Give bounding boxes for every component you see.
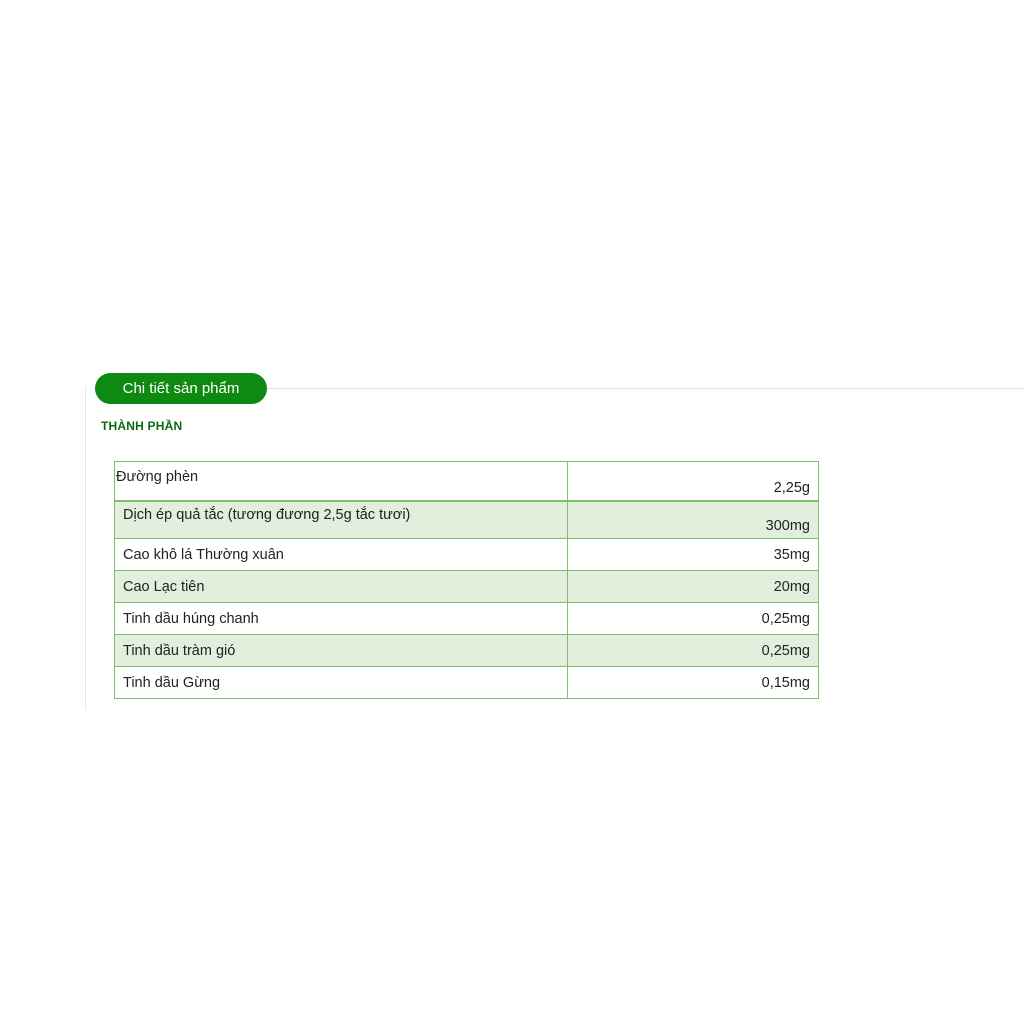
tab-product-details[interactable]: Chi tiết sản phẩm: [95, 373, 267, 404]
ingredient-name: Cao khô lá Thường xuân: [115, 539, 568, 571]
ingredient-amount: 20mg: [568, 571, 819, 603]
table-row: [115, 667, 819, 699]
ingredient-name: Tinh dầu húng chanh: [115, 603, 568, 635]
table-row: [115, 462, 819, 502]
ingredient-amount: 0,25mg: [568, 635, 819, 667]
ingredients-table: [114, 461, 819, 699]
ingredient-name: Cao Lạc tiên: [115, 571, 568, 603]
table-row: [115, 539, 819, 571]
ingredient-amount: 0,25mg: [568, 603, 819, 635]
ingredient-amount: 2,25g: [568, 462, 819, 502]
ingredient-name: Tinh dầu tràm gió: [115, 635, 568, 667]
table-row: [115, 635, 819, 667]
ingredient-name: Tinh dầu Gừng: [115, 667, 568, 699]
tab-header-divider: [266, 388, 1024, 389]
panel-left-divider: [85, 386, 86, 710]
table-row: [115, 603, 819, 635]
table-row: [115, 501, 819, 539]
ingredient-amount: 300mg: [568, 501, 819, 539]
section-title-ingredients: THÀNH PHẦN: [101, 419, 183, 433]
table-row: [115, 571, 819, 603]
ingredient-name: Dịch ép quả tắc (tương đương 2,5g tắc tươi): [115, 501, 568, 539]
ingredient-name: Đường phèn: [115, 462, 568, 502]
ingredient-amount: 35mg: [568, 539, 819, 571]
ingredient-amount: 0,15mg: [568, 667, 819, 699]
